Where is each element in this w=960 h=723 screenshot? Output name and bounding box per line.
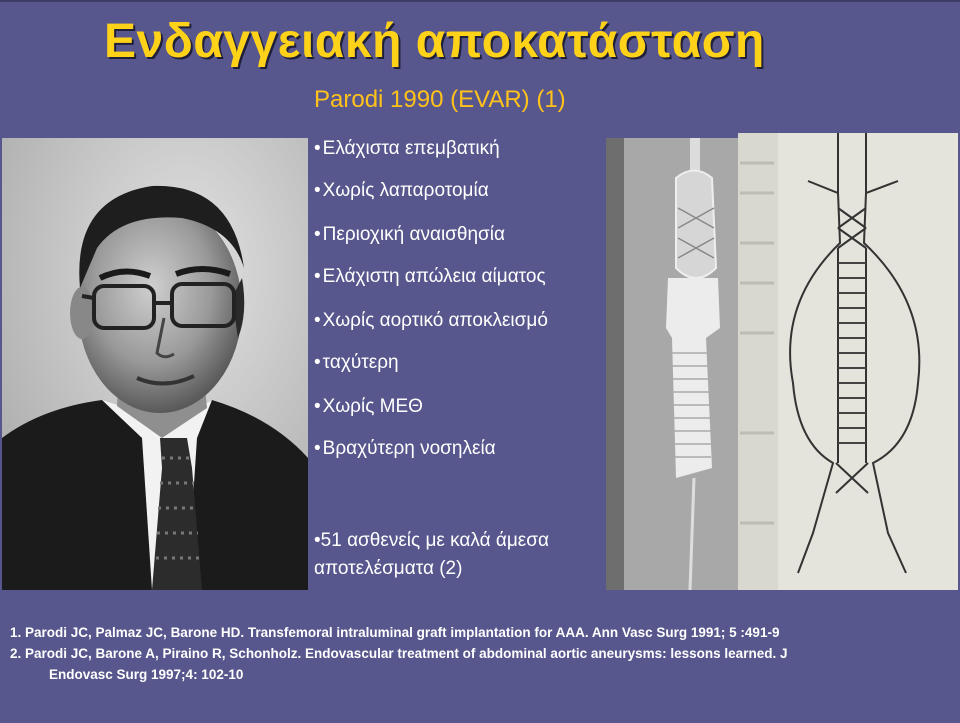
list-item — [314, 266, 546, 288]
bullet-text: Χωρίς ΜΕΘ — [322, 396, 423, 417]
slide-subtitle: Parodi 1990 (EVAR) (1) — [314, 86, 566, 113]
list-item — [314, 438, 496, 460]
reference-2: 2. Parodi JC, Barone A, Piraino R, Schonholz. Endovascular treatment of abdominal aortic aneurysms: lessons learned. J — [10, 646, 788, 661]
list-item — [314, 224, 505, 246]
drawing-illustration — [738, 133, 958, 590]
slide-top-border — [0, 0, 960, 2]
reference-1: 1. Parodi JC, Palmaz JC, Barone HD. Transfemoral intraluminal graft implantation for AAA. Ann Vasc Surg 1991; 5 :491-9 — [10, 625, 780, 640]
slide-title: Ενδαγγειακή αποκατάσταση — [104, 15, 765, 68]
result-line-1 — [314, 527, 549, 555]
bullet-text: ταχύτερη — [322, 352, 399, 373]
list-item — [314, 138, 500, 160]
bullet-marker: • — [314, 310, 321, 331]
result-text-1: 51 ασθενείς με καλά άμεσα — [320, 530, 549, 551]
list-item — [314, 352, 399, 374]
xray-illustration — [606, 138, 756, 590]
stent-graft-xray — [606, 138, 756, 590]
bullet-text: Ελάχιστη απώλεια αίματος — [322, 266, 546, 287]
result-text-2: αποτελέσματα (2) — [314, 558, 463, 579]
list-item — [314, 310, 548, 332]
bullet-text: Βραχύτερη νοσηλεία — [322, 438, 496, 459]
portrait-photo — [2, 138, 308, 590]
result-statement — [314, 527, 549, 583]
bullet-text: Περιοχική αναισθησία — [322, 224, 505, 245]
bullet-text: Ελάχιστα επεμβατική — [322, 138, 500, 159]
bullet-text: Χωρίς λαπαροτομία — [322, 180, 489, 201]
bullet-marker: • — [314, 530, 321, 551]
bullet-marker: • — [314, 438, 321, 459]
bullet-marker: • — [314, 352, 321, 373]
bullet-text: Χωρίς αορτικό αποκλεισμό — [322, 310, 548, 331]
bullet-marker: • — [314, 266, 321, 287]
list-item — [314, 396, 423, 418]
reference-2-continued: Endovasc Surg 1997;4: 102-10 — [49, 667, 244, 682]
list-item — [314, 180, 489, 202]
bullet-marker: • — [314, 138, 321, 159]
bullet-marker: • — [314, 224, 321, 245]
bullet-marker: • — [314, 396, 321, 417]
bullet-marker: • — [314, 180, 321, 201]
aortic-stent-graft-drawing — [738, 133, 958, 590]
references — [10, 622, 955, 685]
portrait-illustration — [2, 138, 308, 590]
